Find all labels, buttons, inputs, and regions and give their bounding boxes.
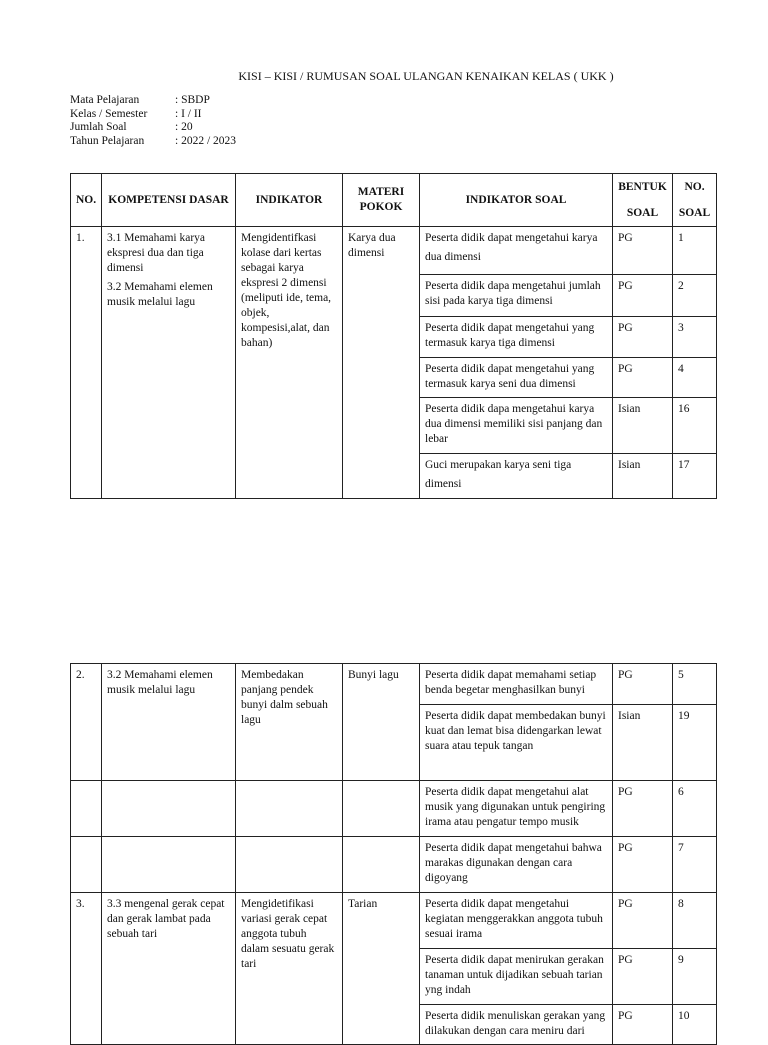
meta-value: : 2022 / 2023 (175, 134, 237, 147)
empty-cell (71, 781, 102, 837)
header-no: NO. (71, 174, 102, 227)
bentuk-soal-cell: PG (613, 227, 673, 275)
nomor-soal-cell: 3 (673, 317, 717, 358)
indikator-soal-cell: Peserta didik dapat mengetahui bahwa marakas digunakan dengan cara digoyang (420, 837, 613, 893)
meta-block (70, 94, 236, 148)
indikator-soal-cell: Peserta didik dapa mengetahui karya dua dimensi memiliki sisi panjang dan lebar (420, 398, 613, 454)
indikator-soal-cell: Peserta didik dapat membedakan bunyi kuat dan lemat bisa didengarkan lewat suara atau tepuk tangan (420, 705, 613, 781)
empty-cell (71, 837, 102, 893)
nomor-soal-cell: 6 (673, 781, 717, 837)
nomor-soal-cell: 10 (673, 1005, 717, 1045)
bentuk-soal-cell: PG (613, 358, 673, 398)
nomor-soal-cell: 7 (673, 837, 717, 893)
kompetensi-dasar: 3.1 Memahami karya ekspresi dua dan tiga dimensi (107, 232, 206, 274)
meta-value: : I / II (175, 107, 202, 120)
empty-cell (343, 781, 420, 837)
empty-cell (102, 781, 236, 837)
nomor-soal-cell: 9 (673, 949, 717, 1005)
indikator-soal-cell: Peserta didik dapat mengetahui alat musik yang digunakan untuk pengiring irama atau pengatur tempo musik (420, 781, 613, 837)
bentuk-soal-cell: PG (613, 664, 673, 705)
bentuk-soal-cell: PG (613, 275, 673, 317)
meta-label: Kelas / Semester (70, 107, 148, 120)
bentuk-soal-cell: PG (613, 781, 673, 837)
table-row (71, 837, 717, 893)
header-soal: SOAL (678, 207, 711, 219)
meta-row-year (70, 135, 236, 149)
bentuk-soal-cell: Isian (613, 705, 673, 781)
row-number: 3. (71, 893, 102, 1045)
meta-row-class (70, 108, 236, 122)
header-materi-pokok: MATERI POKOK (343, 174, 420, 227)
header-bentuk: BENTUK (618, 181, 667, 193)
meta-label: Mata Pelajaran (70, 94, 140, 106)
nomor-soal-cell: 16 (673, 398, 717, 454)
indikator-soal-cell: Peserta didik dapat menirukan gerakan tanaman untuk dijadikan sebuah tarian yng indah (420, 949, 613, 1005)
header-no-soal (673, 174, 717, 227)
row-number: 1. (71, 227, 102, 499)
meta-value: : 20 (175, 121, 193, 133)
table-row (71, 893, 717, 949)
bentuk-soal-cell: PG (613, 317, 673, 358)
header-row (71, 174, 717, 227)
indikator-cell: Mengidetifikasi variasi gerak cepat anggota tubuh dalam sesuatu gerak tari (236, 893, 343, 1045)
bentuk-soal-cell: PG (613, 893, 673, 949)
nomor-soal-cell: 4 (673, 358, 717, 398)
header-indikator: INDIKATOR (236, 174, 343, 227)
empty-cell (343, 837, 420, 893)
nomor-soal-cell: 8 (673, 893, 717, 949)
header-no-label: NO. (684, 181, 705, 193)
indikator-soal-cell: Peserta didik dapat mengetahui yang termasuk karya tiga dimensi (420, 317, 613, 358)
empty-cell (236, 781, 343, 837)
indikator-soal-cell: Peserta didik dapat mengetahui kegiatan menggerakkan anggota tubuh sesuai irama (420, 893, 613, 949)
meta-label: Jumlah Soal (70, 121, 127, 133)
nomor-soal-cell: 19 (673, 705, 717, 781)
row-number: 2. (71, 664, 102, 781)
kompetensi-dasar-cell: 3.3 mengenal gerak cepat dan gerak lambat pada sebuah tari (102, 893, 236, 1045)
kompetensi-dasar-cell: 3.2 Memahami elemen musik melalui lagu (102, 664, 236, 781)
empty-cell (236, 837, 343, 893)
indikator-cell: Mengidentifkasi kolase dari kertas sebagai karya ekspresi 2 dimensi (meliputi ide, tema, objek, kompesisi,alat, dan bahan) (236, 227, 343, 499)
meta-label: Tahun Pelajaran (70, 134, 145, 147)
meta-row-subject (70, 94, 236, 108)
bentuk-soal-cell: PG (613, 1005, 673, 1045)
header-soal: SOAL (626, 207, 659, 219)
kisi-table-1 (70, 173, 717, 499)
indikator-soal-cell: Peserta didik dapat mengetahui karya dua dimensi (420, 227, 613, 275)
document-title: KISI – KISI / RUMUSAN SOAL ULANGAN KENAIKAN KELAS ( UKK ) (238, 69, 614, 83)
bentuk-soal-cell: PG (613, 949, 673, 1005)
nomor-soal-cell: 2 (673, 275, 717, 317)
meta-value: : SBDP (175, 94, 210, 106)
kompetensi-dasar-cell (102, 227, 236, 499)
header-kompetensi-dasar: KOMPETENSI DASAR (102, 174, 236, 227)
empty-cell (102, 837, 236, 893)
materi-pokok-cell: Tarian (343, 893, 420, 1045)
header-indikator-soal: INDIKATOR SOAL (420, 174, 613, 227)
nomor-soal-cell: 5 (673, 664, 717, 705)
indikator-cell: Membedakan panjang pendek bunyi dalm sebuah lagu (236, 664, 343, 781)
nomor-soal-cell: 17 (673, 454, 717, 499)
table-row (71, 227, 717, 275)
nomor-soal-cell: 1 (673, 227, 717, 275)
bentuk-soal-cell: PG (613, 837, 673, 893)
bentuk-soal-cell: Isian (613, 454, 673, 499)
meta-row-count (70, 121, 236, 135)
bentuk-soal-cell: Isian (613, 398, 673, 454)
indikator-soal-cell: Peserta didik dapat mengetahui yang termasuk karya seni dua dimensi (420, 358, 613, 398)
indikator-soal-cell: Peserta didik dapa mengetahui jumlah sisi pada karya tiga dimensi (420, 275, 613, 317)
materi-pokok-cell: Karya dua dimensi (343, 227, 420, 499)
indikator-soal-cell: Peserta didik menuliskan gerakan yang dilakukan dengan cara meniru dari (420, 1005, 613, 1045)
table-row (71, 781, 717, 837)
indikator-soal-cell: Guci merupakan karya seni tiga dimensi (420, 454, 613, 499)
indikator-soal-cell: Peserta didik dapat memahami setiap benda begetar menghasilkan bunyi (420, 664, 613, 705)
kisi-table-2 (70, 663, 717, 1045)
materi-pokok-cell: Bunyi lagu (343, 664, 420, 781)
table-row (71, 664, 717, 705)
kompetensi-dasar: 3.2 Memahami elemen musik melalui lagu (107, 281, 213, 308)
header-bentuk-soal (613, 174, 673, 227)
